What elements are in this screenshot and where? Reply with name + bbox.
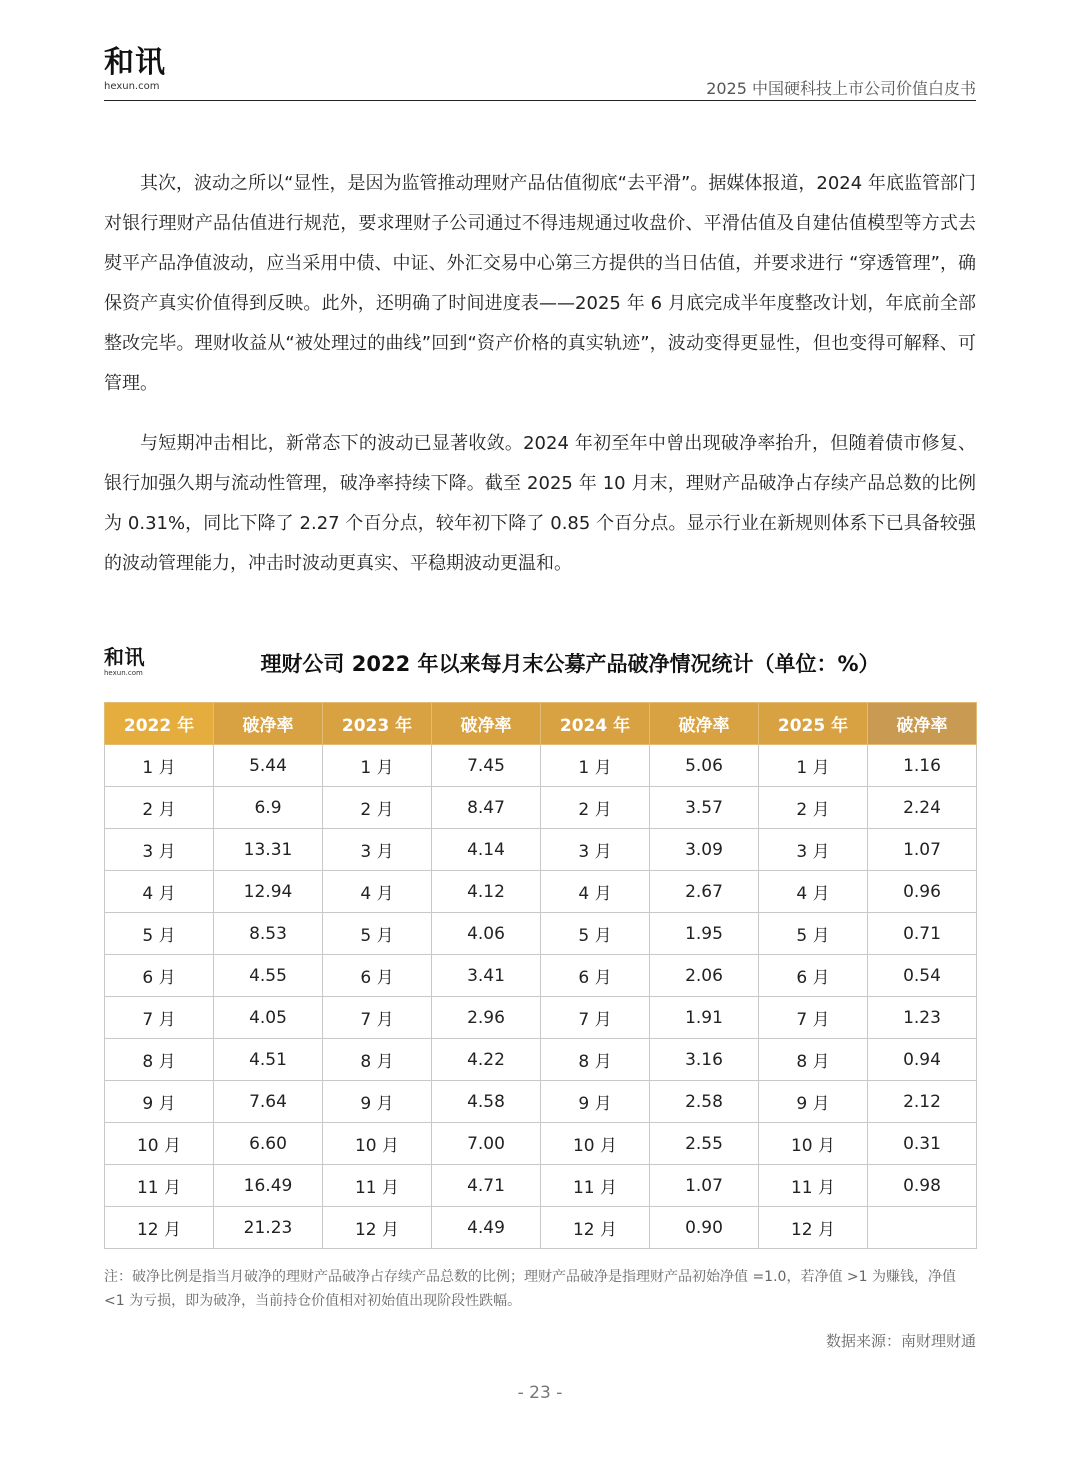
month-cell: 2 月	[323, 787, 432, 829]
header-cell: 破净率	[214, 703, 323, 745]
month-cell: 9 月	[323, 1081, 432, 1123]
rate-cell: 7.64	[214, 1081, 323, 1123]
rate-cell: 0.94	[868, 1039, 977, 1081]
month-cell: 5 月	[541, 913, 650, 955]
month-cell: 4 月	[759, 871, 868, 913]
rate-cell: 4.49	[432, 1207, 541, 1249]
month-cell: 7 月	[759, 997, 868, 1039]
rate-cell: 1.07	[868, 829, 977, 871]
paragraph-2: 与短期冲击相比，新常态下的波动已显著收敛。2024 年初至年中曾出现破净率抬升，但随着债市修复、银行加强久期与流动性管理，破净率持续下降。截至 2025 年 10 月末，理财产品破净占存续产品总数的比例为 0.31%，同比下降了 2.27 个百分点，较年初下降了 0.85 个百分点。显示行业在新规则体系下已具备较强的波动管理能力，冲击时波动更真实、平稳期波动更温和。	[104, 433, 976, 574]
month-cell: 11 月	[541, 1165, 650, 1207]
rate-cell: 7.45	[432, 745, 541, 787]
rate-cell: 3.09	[650, 829, 759, 871]
month-cell: 4 月	[105, 871, 214, 913]
header-cell: 2025 年	[759, 703, 868, 745]
page-number: - 23 -	[517, 1383, 563, 1403]
month-cell: 7 月	[105, 997, 214, 1039]
month-cell: 1 月	[759, 745, 868, 787]
break-net-rate-table	[104, 702, 977, 1249]
table-logo-subtext: hexun.com	[104, 669, 143, 677]
rate-cell: 13.31	[214, 829, 323, 871]
month-cell: 4 月	[323, 871, 432, 913]
month-cell: 8 月	[541, 1039, 650, 1081]
month-cell: 6 月	[105, 955, 214, 997]
data-source: 数据来源：南财理财通	[825, 1332, 976, 1350]
table-header-row	[105, 703, 977, 745]
rate-cell: 2.67	[650, 871, 759, 913]
table-row	[105, 787, 977, 829]
rate-cell: 4.55	[214, 955, 323, 997]
table-note: 注：破净比例是指当月破净的理财产品破净占存续产品总数的比例；理财产品破净是指理财产品初始净值 =1.0，若净值 >1 为赚钱，净值 <1 为亏损，即为破净，当前持仓价值相对初始值出现阶段性跌幅。	[104, 1269, 956, 1309]
rate-cell: 2.24	[868, 787, 977, 829]
rate-cell: 1.95	[650, 913, 759, 955]
month-cell: 2 月	[759, 787, 868, 829]
rate-cell: 2.96	[432, 997, 541, 1039]
rate-cell: 4.71	[432, 1165, 541, 1207]
month-cell: 11 月	[323, 1165, 432, 1207]
month-cell: 10 月	[105, 1123, 214, 1165]
header-cell: 2023 年	[323, 703, 432, 745]
month-cell: 12 月	[759, 1207, 868, 1249]
month-cell: 10 月	[759, 1123, 868, 1165]
table-title: 理财公司 2022 年以来每月末公募产品破净情况统计（单位：%）	[260, 652, 880, 676]
table-row	[105, 1081, 977, 1123]
rate-cell: 3.16	[650, 1039, 759, 1081]
month-cell: 5 月	[759, 913, 868, 955]
table-row	[105, 997, 977, 1039]
month-cell: 1 月	[323, 745, 432, 787]
table-row	[105, 1039, 977, 1081]
table-row	[105, 1165, 977, 1207]
month-cell: 2 月	[541, 787, 650, 829]
table-row	[105, 871, 977, 913]
rate-cell: 4.12	[432, 871, 541, 913]
rate-cell: 6.60	[214, 1123, 323, 1165]
rate-cell: 8.53	[214, 913, 323, 955]
month-cell: 8 月	[105, 1039, 214, 1081]
rate-cell: 0.98	[868, 1165, 977, 1207]
document-title: 2025 中国硬科技上市公司价值白皮书	[706, 79, 976, 98]
month-cell: 11 月	[105, 1165, 214, 1207]
rate-cell: 1.07	[650, 1165, 759, 1207]
month-cell: 5 月	[105, 913, 214, 955]
header-cell: 破净率	[868, 703, 977, 745]
rate-cell: 3.57	[650, 787, 759, 829]
month-cell: 3 月	[541, 829, 650, 871]
month-cell: 10 月	[323, 1123, 432, 1165]
month-cell: 10 月	[541, 1123, 650, 1165]
month-cell: 12 月	[323, 1207, 432, 1249]
month-cell: 6 月	[541, 955, 650, 997]
month-cell: 12 月	[541, 1207, 650, 1249]
month-cell: 5 月	[323, 913, 432, 955]
month-cell: 1 月	[541, 745, 650, 787]
table-row	[105, 1123, 977, 1165]
month-cell: 2 月	[105, 787, 214, 829]
rate-cell: 4.58	[432, 1081, 541, 1123]
month-cell: 9 月	[541, 1081, 650, 1123]
rate-cell: 2.58	[650, 1081, 759, 1123]
rate-cell: 4.51	[214, 1039, 323, 1081]
rate-cell: 1.16	[868, 745, 977, 787]
month-cell: 8 月	[323, 1039, 432, 1081]
rate-cell: 0.90	[650, 1207, 759, 1249]
rate-cell: 0.31	[868, 1123, 977, 1165]
rate-cell: 4.06	[432, 913, 541, 955]
rate-cell: 2.12	[868, 1081, 977, 1123]
rate-cell: 0.54	[868, 955, 977, 997]
rate-cell: 8.47	[432, 787, 541, 829]
rate-cell: 16.49	[214, 1165, 323, 1207]
rate-cell: 1.91	[650, 997, 759, 1039]
header-cell: 2024 年	[541, 703, 650, 745]
rate-cell: 5.06	[650, 745, 759, 787]
rate-cell: 4.22	[432, 1039, 541, 1081]
logo-subtext: hexun.com	[104, 81, 160, 92]
page-header	[104, 46, 976, 101]
month-cell: 3 月	[759, 829, 868, 871]
hexun-logo	[104, 46, 166, 93]
table-row	[105, 829, 977, 871]
header-cell: 破净率	[650, 703, 759, 745]
month-cell: 4 月	[541, 871, 650, 913]
month-cell: 7 月	[323, 997, 432, 1039]
rate-cell: 2.06	[650, 955, 759, 997]
month-cell: 3 月	[323, 829, 432, 871]
rate-cell: 5.44	[214, 745, 323, 787]
month-cell: 9 月	[105, 1081, 214, 1123]
month-cell: 6 月	[759, 955, 868, 997]
rate-cell: 6.9	[214, 787, 323, 829]
month-cell: 11 月	[759, 1165, 868, 1207]
month-cell: 3 月	[105, 829, 214, 871]
header-cell: 2022 年	[105, 703, 214, 745]
rate-cell: 2.55	[650, 1123, 759, 1165]
rate-cell: 4.14	[432, 829, 541, 871]
rate-cell: 4.05	[214, 997, 323, 1039]
month-cell: 7 月	[541, 997, 650, 1039]
month-cell: 9 月	[759, 1081, 868, 1123]
table-logo	[104, 646, 145, 677]
month-cell: 12 月	[105, 1207, 214, 1249]
rate-cell: 1.23	[868, 997, 977, 1039]
body-text	[104, 164, 976, 584]
table-heading	[104, 646, 976, 686]
month-cell: 8 月	[759, 1039, 868, 1081]
rate-cell: 12.94	[214, 871, 323, 913]
month-cell: 6 月	[323, 955, 432, 997]
table-row	[105, 955, 977, 997]
month-cell: 1 月	[105, 745, 214, 787]
table-row	[105, 1207, 977, 1249]
table-logo-text: 和讯	[104, 645, 145, 669]
table-body	[105, 745, 977, 1249]
rate-cell	[868, 1207, 977, 1249]
rate-cell: 0.96	[868, 871, 977, 913]
paragraph-1: 其次，波动之所以“显性，是因为监管推动理财产品估值彻底“去平滑”。据媒体报道，2024 年底监管部门对银行理财产品估值进行规范，要求理财子公司通过不得违规通过收盘价、平滑估值及自建估值模型等方式去熨平产品净值波动，应当采用中债、中证、外汇交易中心第三方提供的当日估值，并要求进行 “穿透管理”，确保资产真实价值得到反映。此外，还明确了时间进度表——2025 年 6 月底完成半年度整改计划，年底前全部整改完毕。理财收益从“被处理过的曲线”回到“资产价格的真实轨迹”，波动变得更显性，但也变得可解释、可管理。	[104, 173, 976, 394]
logo-text: 和讯	[104, 45, 166, 80]
table-row	[105, 745, 977, 787]
rate-cell: 3.41	[432, 955, 541, 997]
rate-cell: 0.71	[868, 913, 977, 955]
header-cell: 破净率	[432, 703, 541, 745]
rate-cell: 7.00	[432, 1123, 541, 1165]
table-row	[105, 913, 977, 955]
rate-cell: 21.23	[214, 1207, 323, 1249]
